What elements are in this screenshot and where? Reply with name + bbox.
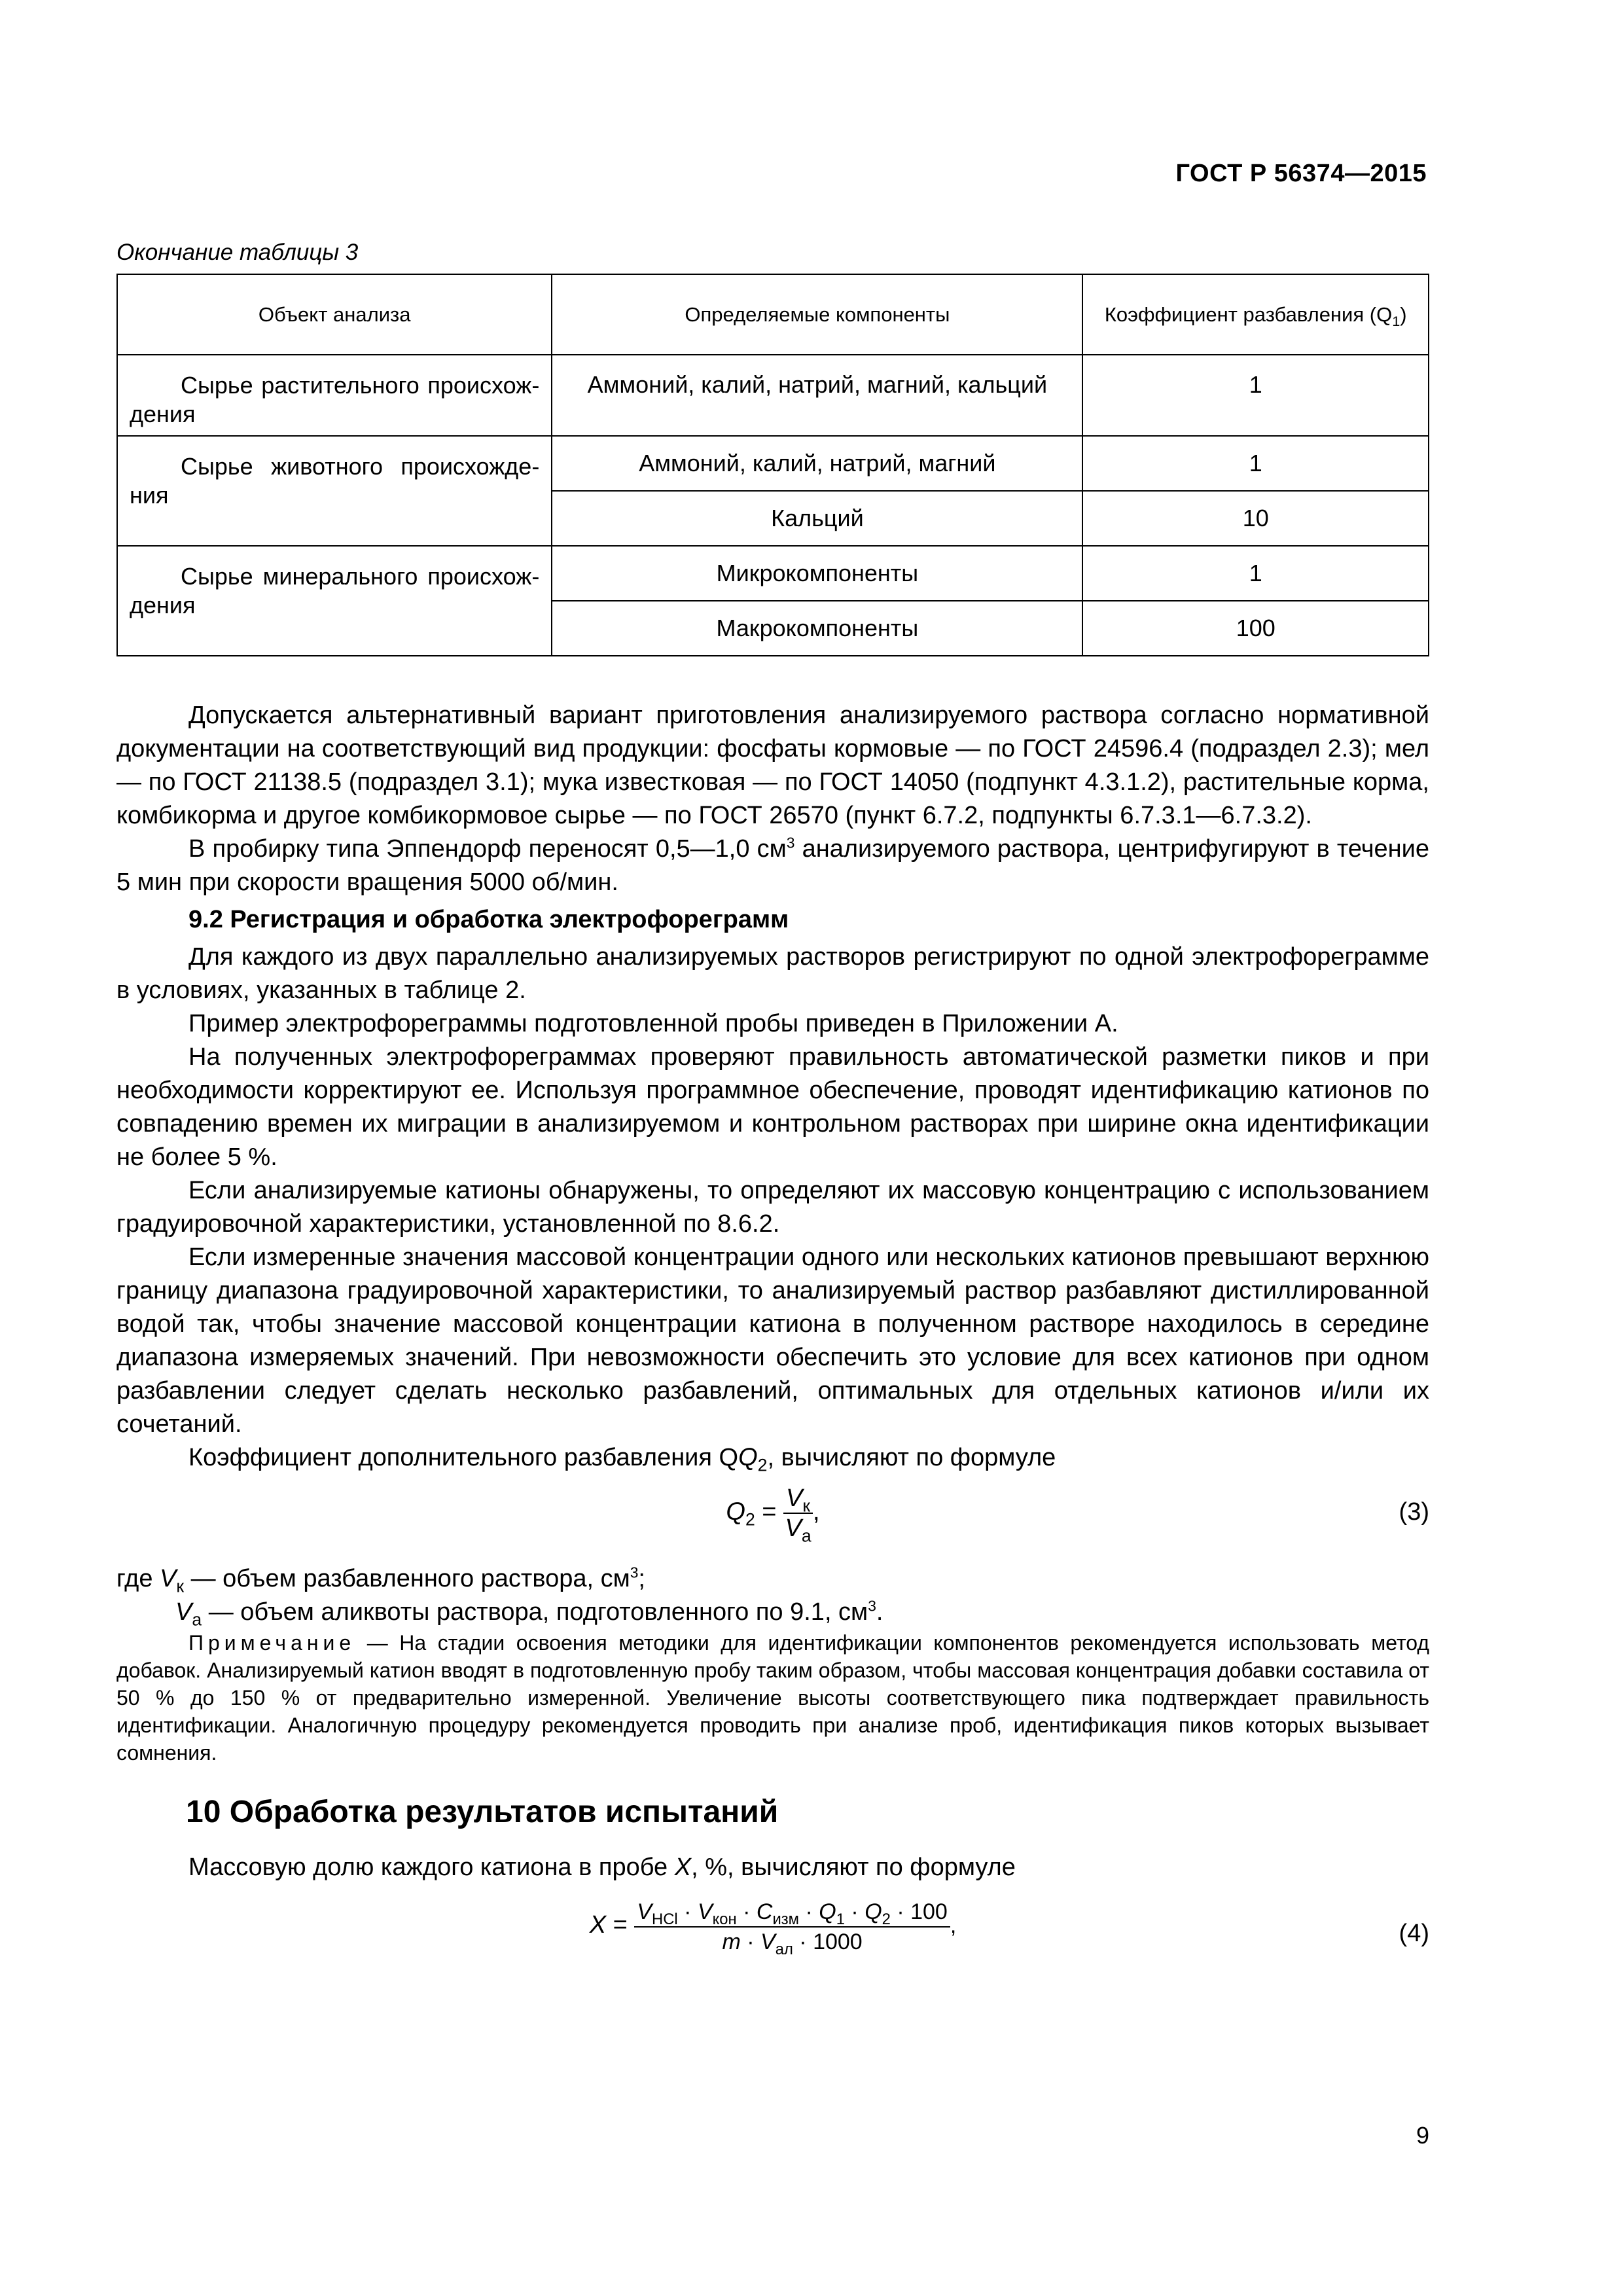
paragraph: Коэффициент дополнительного разбавления $QQ_2$, вычисляют по формуле xyxy=(188,1444,1056,1475)
paragraph: Если измеренные значения массовой концентрации одного или нескольких катионов превышают верхнюю границу диапазона градуировочной характеристики, то анализируемый раствор разбавляют дистиллированной водой так, чтобы значение массовой концентрации катиона в полученном растворе находилось в середине диапазона измеряемых значений. При невозможности обеспечить это условие для всех катионов при одном разбавлении следует сделать несколько разбавлений, оптимальных для отдельных катионов и/или их сочетаний. xyxy=(116,1244,1429,1438)
where-line-2: $V_а$ — объем аликвоты раствора, подготовленного по 9.1, $см^3$. xyxy=(175,1597,883,1630)
cell-object: Сырье растительного происхож-дения xyxy=(117,355,552,436)
cell-coefficient: 1 xyxy=(1082,355,1429,436)
section-heading-10: 10 Обработка результатов испытаний xyxy=(186,1795,779,1829)
table-header-row xyxy=(117,274,1429,355)
standard-header: ГОСТ Р 56374—2015 xyxy=(1175,160,1427,187)
cell-component: Кальций xyxy=(552,491,1082,546)
header-components: Определяемые компоненты xyxy=(552,274,1082,355)
page-number: 9 xyxy=(1416,2122,1429,2149)
formula-3 xyxy=(116,1484,1429,1549)
table-row xyxy=(117,436,1429,491)
where-line-1: где $V_к$ — объем разбавленного раствора, $см^3$; xyxy=(116,1564,645,1596)
cell-coefficient: 100 xyxy=(1082,601,1429,656)
table-row xyxy=(117,546,1429,601)
formula-4-number: (4) xyxy=(1399,1920,1429,1947)
cell-coefficient: 10 xyxy=(1082,491,1429,546)
cell-object: Сырье минерального происхож-дения xyxy=(117,546,552,656)
body-text xyxy=(116,699,1429,1975)
formula-4-expression: X = $\frac{V_{HCl} \cdot V_{кон} \cdot C_{изм} \cdot Q_1 \cdot Q_2 \cdot 100}{m \cdot V_{ал} \cdot 1000}$ , xyxy=(116,1897,1429,1956)
cell-object: Сырье животного происхожде-ния xyxy=(117,436,552,546)
paragraph: Для каждого из двух параллельно анализируемых растворов регистрируют по одной электрофореграмме в условиях, указанных в таблице 2. xyxy=(116,943,1429,1004)
paragraph: Пример электрофореграммы подготовленной пробы приведен в Приложении А. xyxy=(188,1010,1118,1037)
cell-component: Аммоний, калий, натрий, магний xyxy=(552,436,1082,491)
table-row xyxy=(117,355,1429,436)
cell-coefficient: 1 xyxy=(1082,546,1429,601)
cell-component: Микрокомпоненты xyxy=(552,546,1082,601)
cell-component: Аммоний, калий, натрий, магний, кальций xyxy=(552,355,1082,436)
table-3 xyxy=(116,274,1429,656)
formula-4 xyxy=(116,1897,1429,1975)
cell-coefficient: 1 xyxy=(1082,436,1429,491)
table-caption: Окончание таблицы 3 xyxy=(116,240,359,265)
formula-3-expression: $Q_2$ = $\frac{V_к}{V_а}$ , xyxy=(726,1484,820,1546)
formula-3-number: (3) xyxy=(1399,1498,1429,1526)
note: Примечание — На стадии освоения методики для идентификации компонентов рекомендуется использовать метод добавок. Анализируемый катион вводят в подготовленную пробу таким образом, чтобы массовая концентрация добавки составила от 50 % до 150 % от предварительно измеренной. Увеличение высоты соответствующего пика подтверждает правильность идентификации. Аналогичную процедуру рекомендуется проводить при анализе проб, идентификация пиков которых вызывает сомнения. xyxy=(116,1631,1429,1765)
cell-component: Макрокомпоненты xyxy=(552,601,1082,656)
paragraph: В пробирку типа Эппендорф переносят 0,5—1,0 $см^3$ анализируемого раствора, центрифугируют в течение 5 мин при скорости вращения 5000 об/мин. xyxy=(116,834,1429,896)
paragraph: Массовую долю каждого катиона в пробе X, %, вычисляют по формуле xyxy=(188,1854,1016,1881)
section-heading-9-2: 9.2 Регистрация и обработка электрофореграмм xyxy=(188,906,789,933)
header-object: Объект анализа xyxy=(117,274,552,355)
paragraph: Если анализируемые катионы обнаружены, то определяют их массовую концентрацию с использованием градуировочной характеристики, установленной по 8.6.2. xyxy=(116,1177,1429,1238)
paragraph: Допускается альтернативный вариант приготовления анализируемого раствора согласно нормативной документации на соответствующий вид продукции: фосфаты кормовые — по ГОСТ 24596.4 (подраздел 2.3); мел — по ГОСТ 21138.5 (подраздел 3.1); мука известковая — по ГОСТ 14050 (подпункт 4.3.1.2), растительные корма, комбикорма и другое комбикормовое сырье — по ГОСТ 26570 (пункт 6.7.2, подпункты 6.7.3.1—6.7.3.2). xyxy=(116,702,1429,829)
note-label: Примечание xyxy=(188,1631,356,1655)
header-coefficient: Коэффициент разбавления $(Q_1)$ xyxy=(1082,274,1429,355)
paragraph: На полученных электрофореграммах проверяют правильность автоматической разметки пиков и при необходимости корректируют ее. Используя программное обеспечение, проводят идентификацию катионов по совпадению времен их миграции в анализируемом и контрольном растворах при ширине окна идентификации не более 5 %. xyxy=(116,1043,1429,1171)
